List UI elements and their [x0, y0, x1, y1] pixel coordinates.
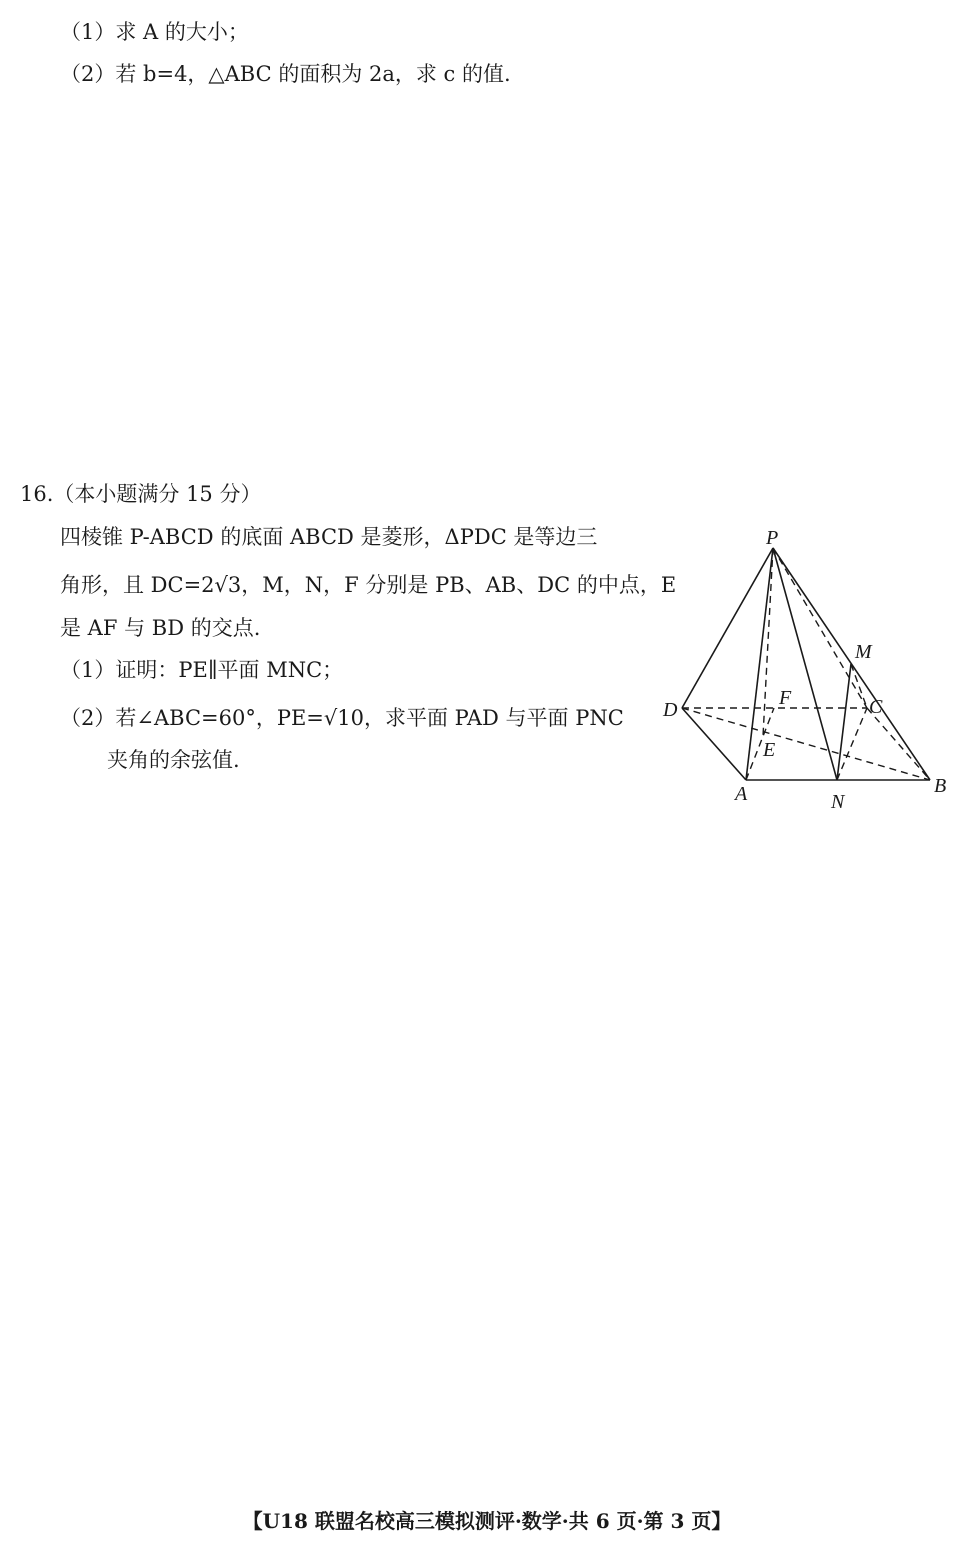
label-E: E: [763, 739, 776, 761]
problem-16-header: 16.（本小题满分 15 分）: [20, 482, 262, 506]
label-P: P: [766, 527, 779, 549]
edge-PC: [773, 548, 867, 708]
label-F: F: [779, 687, 792, 709]
label-C: C: [869, 696, 883, 718]
edge-PN: [773, 548, 837, 780]
problem-16-subquestion-2-cont: 夹角的余弦值.: [107, 748, 240, 772]
problem-16-line-3: 是 AF 与 BD 的交点.: [60, 616, 261, 640]
page-footer: 【U18 联盟名校高三模拟测评·数学·共 6 页·第 3 页】: [242, 1509, 732, 1533]
problem-16-line-2: 角形，且 DC=2√3，M，N，F 分别是 PB、AB、DC 的中点，E: [60, 573, 677, 597]
edge-DA: [682, 708, 746, 780]
problem-16-subquestion-2: （2）若∠ABC=60°，PE=√10，求平面 PAD 与平面 PNC: [60, 706, 624, 730]
edge-PD: [682, 548, 773, 708]
question-part-1: （1）求 A 的大小；: [60, 20, 249, 44]
label-B: B: [934, 775, 947, 797]
question-part-2: （2）若 b=4，△ABC 的面积为 2a，求 c 的值.: [60, 62, 511, 86]
problem-16-subquestion-1: （1）证明：PE∥平面 MNC；: [60, 658, 344, 682]
label-N: N: [831, 791, 845, 813]
edge-DB: [682, 708, 930, 780]
problem-16-line-1: 四棱锥 P-ABCD 的底面 ABCD 是菱形，ΔPDC 是等边三: [60, 525, 598, 549]
edge-CB: [867, 708, 930, 780]
label-D: D: [663, 699, 678, 721]
pyramid-diagram: [655, 520, 955, 820]
label-M: M: [855, 641, 872, 663]
label-A: A: [735, 783, 748, 805]
